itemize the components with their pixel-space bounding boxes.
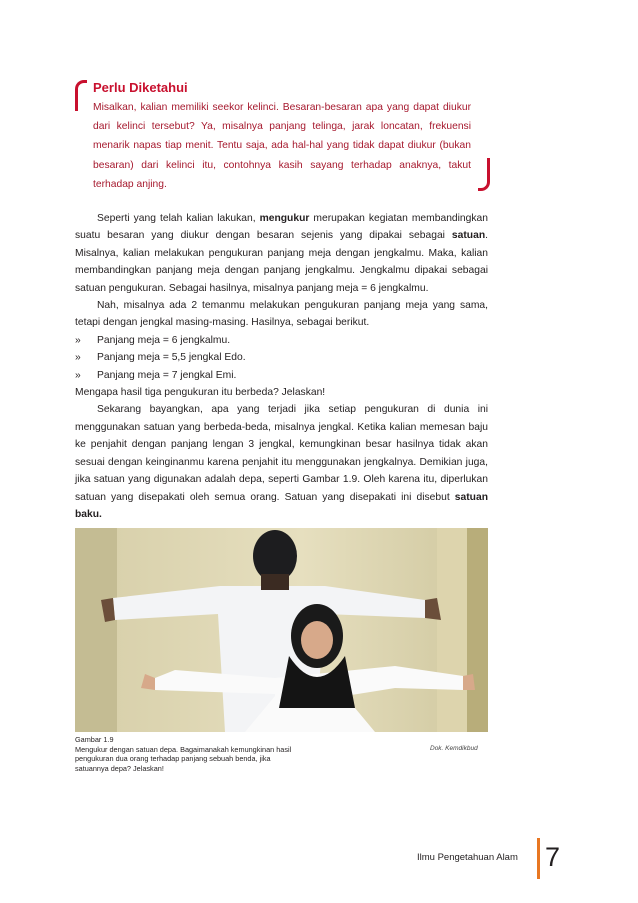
list-item-text: Panjang meja = 5,5 jengkal Edo.	[97, 352, 246, 364]
paragraph-2: Nah, misalnya ada 2 temanmu melakukan pengukuran panjang meja yang sama, tetapi dengan jengkal masing-masing. Hasilnya, sebagai berikut.	[75, 300, 488, 329]
term-satuan: satuan	[451, 230, 486, 242]
body-text	[75, 210, 488, 523]
list-item	[75, 367, 488, 384]
page-number: 7	[545, 842, 561, 872]
paragraph-1-text-a: Seperti yang telah kalian lakukan,	[97, 213, 260, 224]
figure-label: Gambar 1.9	[75, 735, 114, 744]
term-mengukur: mengukur	[259, 213, 310, 224]
list-item	[75, 332, 488, 349]
figure-caption: Mengukur dengan satuan depa. Bagaimanakah kemungkinan hasil pengukuran dua orang terhadap panjang sebuah benda, jika satuannya depa? Jelaskan!	[75, 744, 292, 773]
footer-subject: Ilmu Pengetahuan Alam	[417, 852, 518, 863]
bullet-mark: »	[75, 352, 81, 364]
paragraph-1-text-b: merupakan kegiatan membandingkan suatu besaran yang diukur dengan besaran sejenis yang dipakai sebagai	[75, 213, 488, 242]
bullet-mark: »	[75, 369, 81, 381]
list-item-text: Panjang meja = 7 jengkal Emi.	[97, 369, 237, 381]
figure-photo	[75, 528, 488, 732]
list-item	[75, 349, 488, 366]
paragraph-3-text: Sekarang bayangkan, apa yang terjadi jika setiap pengukuran di dunia ini menggunakan satuan yang berbeda-beda, misalnya jengkal. Ketika kalian memesan baju ke penjahit dengan panjang lengan 3 jengkal, kemungkinan besar hasilnya tidak akan sesuai dengan keinginanmu karena penjahit itu menggunakan jengkalnya. Demikian juga, jika satuan yang digunakan adalah depa, seperti Gambar 1.9. Oleh karena itu, diperlukan satuan yang disepakati oleh semua orang. Satuan yang disepakati ini disebut	[75, 404, 488, 503]
list-item-text: Panjang meja = 6 jengkalmu.	[97, 334, 231, 346]
paragraph-3	[75, 401, 488, 523]
info-box-title: Perlu Diketahui	[93, 80, 188, 95]
info-box-bracket-left	[75, 80, 87, 111]
info-box-text: Misalkan, kalian memiliki seekor kelinci. Besaran-besaran apa yang dapat diukur dari kelinci tersebut? Ya, misalnya panjang telinga, jarak loncatan, frekuensi menarik napas tiap menit. Tentu saja, ada hal-hal yang tidak dapat diukur (bukan besaran) dari kelinci itu, contohnya kasih sayang terhadap anaknya, takut terhadap anjing.	[93, 102, 471, 190]
figure-credit: Dok. Kemdikbud	[430, 745, 478, 752]
info-box-bracket-right	[478, 158, 490, 191]
page-number-bar	[537, 838, 540, 879]
term-satuan-baku: satuan baku.	[75, 491, 488, 520]
bullet-mark: »	[75, 334, 81, 346]
photo-illustration	[75, 528, 488, 732]
question: Mengapa hasil tiga pengukuran itu berbeda? Jelaskan!	[75, 387, 326, 399]
paragraph-1	[75, 210, 488, 297]
figure-caption-block	[75, 735, 295, 773]
paragraph-1-text-c: . Misalnya, kalian melakukan pengukuran panjang meja dengan jengkalmu. Maka, kalian membandingkan panjang meja dengan panjang jengkalmu. Jengkalmu dipakai sebagai satuan pengukuran. Sebagai hasilnya, misalnya panjang meja = 6 jengkalmu.	[75, 230, 488, 294]
